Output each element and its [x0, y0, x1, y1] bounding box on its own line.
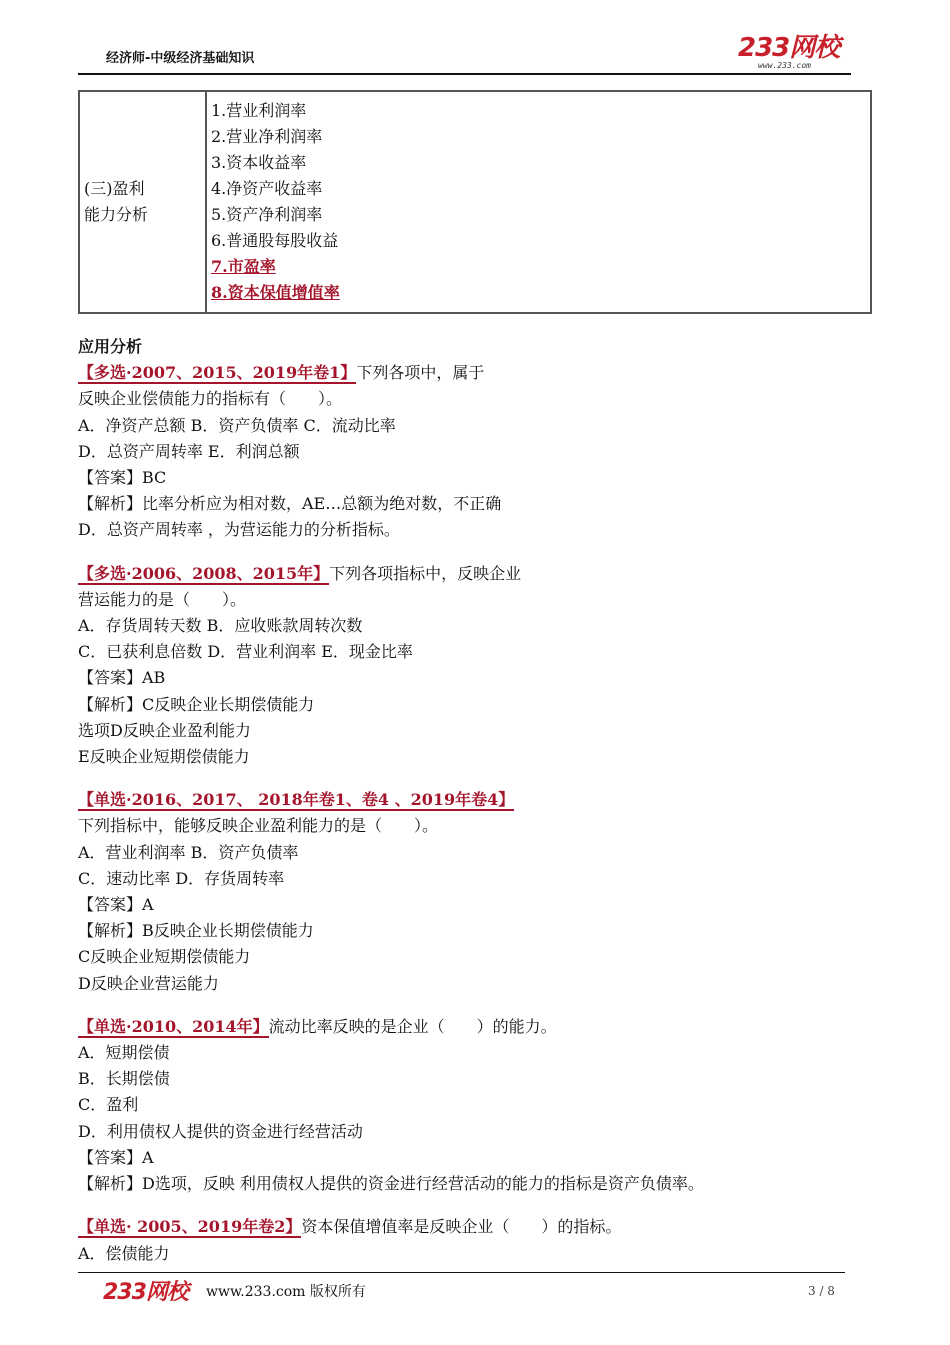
items-cell	[206, 91, 871, 313]
question-line: C．已获利息倍数 D．营业利润率 E．现金比率	[78, 642, 413, 662]
footer-logo: 233网校	[103, 1280, 188, 1305]
spacer	[78, 1197, 878, 1214]
question-stem	[78, 360, 878, 386]
question-stem-text: 资本保值增值率是反映企业（ ）的指标。	[301, 1217, 622, 1237]
answer-line: 【答案】A	[78, 1147, 154, 1167]
list-item: 2.营业净利润率	[211, 127, 323, 146]
answer-line: 【答案】AB	[78, 668, 166, 688]
explanation-line: 【解析】D选项，反映 利用债权人提供的资金进行经营活动的能力的指标是资产负债率。	[78, 1174, 704, 1194]
explanation-line: 【解析】B反映企业长期偿债能力	[78, 921, 314, 941]
explanation-line: C反映企业短期偿债能力	[78, 947, 251, 967]
explanation-line: 【解析】C反映企业长期偿债能力	[78, 694, 315, 714]
question-stem-text: 下列各项中，属于	[356, 363, 485, 383]
answer-line: 【答案】BC	[78, 468, 167, 488]
question-line: B．长期偿债	[78, 1069, 170, 1089]
table-row	[79, 91, 871, 313]
question-line: D．利用债权人提供的资金进行经营活动	[78, 1121, 363, 1141]
page-number: 3 / 8	[808, 1284, 835, 1298]
question-line: C．盈利	[78, 1095, 139, 1115]
question-stem	[78, 787, 878, 813]
list-item: 4.净资产收益率	[211, 179, 323, 198]
question-line: D．总资产周转率 E．利润总额	[78, 441, 300, 461]
question-line: A．偿债能力	[78, 1243, 170, 1263]
list-item: 1.营业利润率	[211, 101, 307, 120]
explanation-line: 【解析】比率分析应为相对数，AE…总额为绝对数，不正确	[78, 494, 502, 514]
header-divider	[78, 73, 851, 75]
question-stem	[78, 1014, 878, 1040]
question-stem	[78, 561, 878, 587]
explanation-line: 选项D反映企业盈利能力	[78, 720, 251, 740]
logo-url: www.233.com	[758, 61, 811, 70]
question-tag: 【多选·2007、2015、2019年卷1】	[78, 363, 357, 383]
logo-text: 233网校	[738, 33, 840, 63]
list-item-highlighted: 8.资本保值增值率	[211, 283, 340, 302]
question-line: A．存货周转天数 B．应收账款周转次数	[78, 616, 363, 636]
explanation-line: D．总资产周转率 ，为营运能力的分析指标。	[78, 520, 400, 540]
question-stem-text: 下列各项指标中，反映企业	[329, 563, 522, 583]
list-item: 5.资产净利润率	[211, 205, 323, 224]
list-item: 6.普通股每股收益	[211, 231, 339, 250]
question-line: A．营业利润率 B．资产负债率	[78, 842, 299, 862]
question-line: 反映企业偿债能力的指标有（ ）。	[78, 389, 343, 409]
explanation-line: E反映企业短期偿债能力	[78, 747, 250, 767]
application-analysis-content	[78, 334, 878, 1267]
question-line: 营运能力的是（ ）。	[78, 589, 247, 609]
document-header-title: 经济师-中级经济基础知识	[106, 51, 255, 66]
brand-logo	[738, 34, 850, 72]
question-line: A．净资产总额 B．资产负债率 C．流动比率	[78, 415, 396, 435]
list-item-highlighted: 7.市盈率	[211, 257, 276, 276]
answer-line: 【答案】A	[78, 895, 154, 915]
profitability-metrics-table	[78, 90, 872, 314]
question-tag: 【单选·2010、2014年】	[78, 1016, 269, 1036]
spacer	[78, 544, 878, 561]
list-item: 3.资本收益率	[211, 153, 307, 172]
explanation-line: D反映企业营运能力	[78, 973, 219, 993]
question-line: C．速动比率 D．存货周转率	[78, 868, 285, 888]
question-tag: 【单选·2016、2017、 2018年卷1、卷4 、2019年卷4】	[78, 790, 515, 810]
footer-copyright: www.233.com 版权所有	[206, 1284, 366, 1300]
question-stem-text: 流动比率反映的是企业（ ）的能力。	[268, 1016, 557, 1036]
question-line: A．短期偿债	[78, 1043, 170, 1063]
question-stem	[78, 1214, 878, 1240]
question-tag: 【多选·2006、2008、2015年】	[78, 563, 330, 583]
footer-divider	[78, 1272, 845, 1273]
question-line: 下列指标中，能够反映企业盈利能力的是（ ）。	[78, 816, 439, 836]
category-cell: (三)盈利 能力分析	[79, 91, 206, 313]
spacer	[78, 997, 878, 1014]
section-heading: 应用分析	[78, 337, 143, 356]
spacer	[78, 770, 878, 787]
question-tag: 【单选· 2005、2019年卷2】	[78, 1217, 302, 1237]
